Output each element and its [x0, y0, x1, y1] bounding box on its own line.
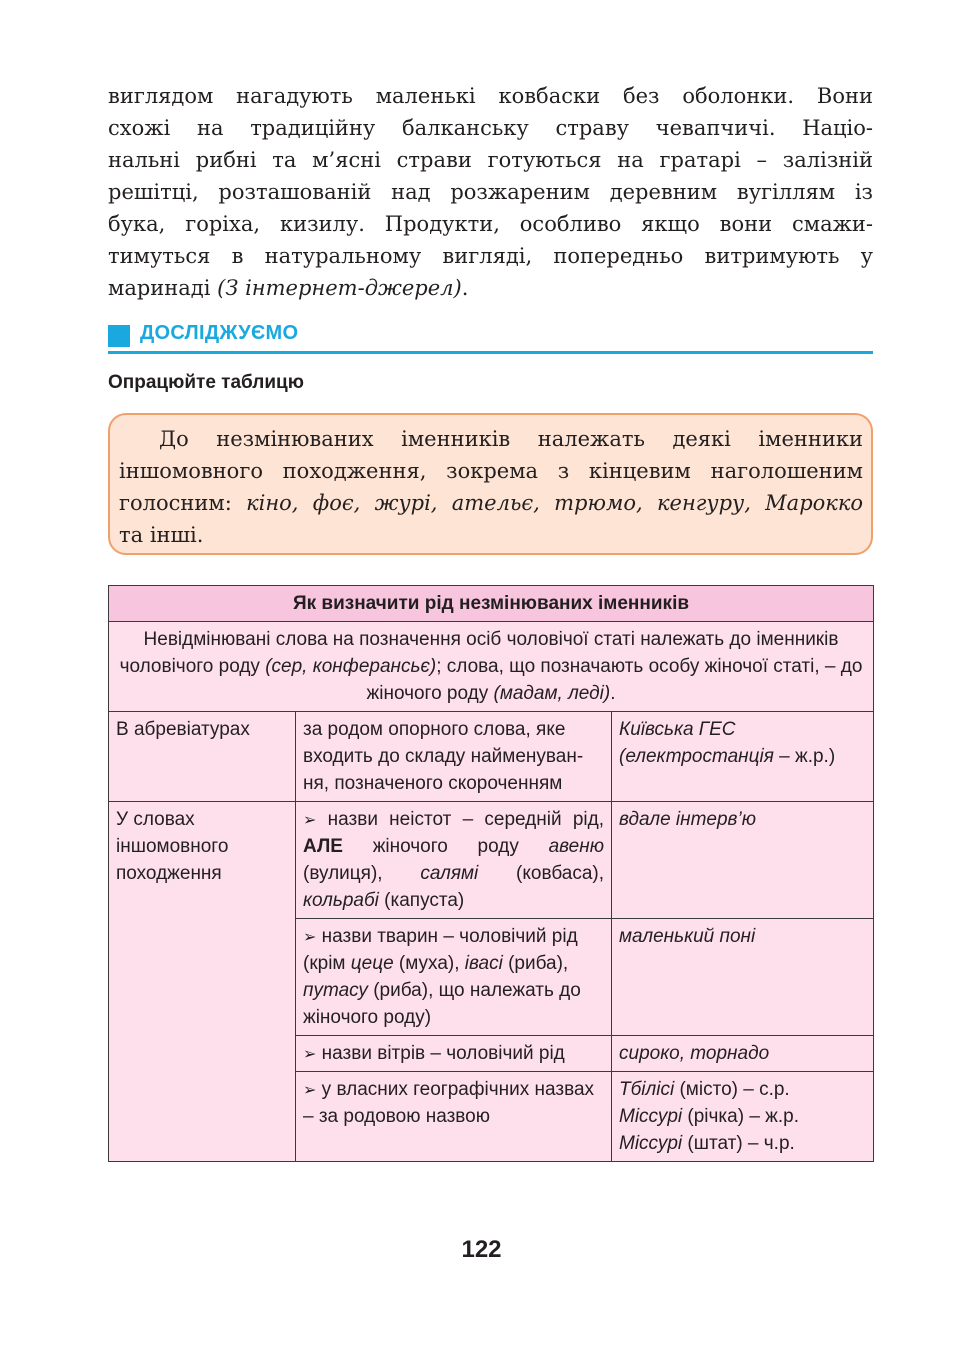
abbr-example	[612, 712, 874, 802]
intro-line: виглядом нагадують маленькі ковбаски без оболонки. Вони	[108, 84, 873, 108]
geo-name: Міссурі	[619, 1133, 683, 1154]
table-header: Як визначити рід незмінюваних іменників	[109, 586, 874, 622]
rule-line	[119, 487, 863, 519]
rule-text: (риба),	[502, 953, 569, 974]
abbr-example-text: (електростанція	[619, 746, 774, 767]
foreign-example-nonliving: вдале інтерв’ю	[612, 802, 874, 919]
rule-example: авеню	[548, 836, 604, 857]
section-title: ДОСЛІДЖУЄМО	[140, 322, 299, 344]
rule-example: івасі	[464, 953, 503, 974]
intro-dot: .	[461, 276, 469, 300]
rule-text: (муха),	[393, 953, 465, 974]
intro-line: решітці, розташованій над розжареним деревним вугіллям із	[108, 180, 873, 204]
section-square-icon	[108, 325, 130, 347]
geo-gender: (місто) – с.р.	[674, 1079, 790, 1100]
intro-last-line	[108, 272, 873, 304]
intro-line: бука, горіха, кизилу. Продукти, особливо якщо вони смажи-	[108, 212, 873, 236]
foreign-rule-animals	[296, 919, 612, 1036]
table-row	[109, 622, 874, 712]
geo-gender: (річка) – ж.р.	[682, 1106, 800, 1127]
rule-examples: кіно, фоє, журі, ательє, трюмо, кенгуру, Марокко	[246, 491, 863, 515]
gender-table	[108, 585, 874, 1162]
rule-text: назви неістот – середній рід,	[316, 809, 604, 830]
foreign-rule-winds	[296, 1036, 612, 1072]
intro-last-text: маринаді	[108, 276, 218, 300]
intro-paragraph	[108, 80, 873, 304]
task-title: Опрацюйте таблицю	[108, 372, 304, 393]
rule-text: (ковбаса),	[478, 863, 605, 884]
rule-text: (капуста)	[378, 890, 465, 911]
intro-source: (З інтернет-джерел)	[217, 276, 462, 300]
rule-text: у власних географічних назвах – за родовою назвою	[303, 1079, 595, 1127]
table-header-row	[109, 586, 874, 622]
page-number: 122	[461, 1236, 502, 1263]
rule-text: (риба), що належать до жіночого роду)	[303, 980, 581, 1028]
table-row	[109, 802, 874, 919]
intro-line: схожі на традиційну балканську страву чевапчичі. Націо-	[108, 116, 873, 140]
rule-example: кольрабі	[303, 890, 379, 911]
arrow-icon: ➢	[303, 1080, 317, 1099]
geo-name: Міссурі	[619, 1106, 683, 1127]
intro-line: тимуться в натуральному вигляді, попередньо витримують у	[108, 244, 873, 268]
foreign-example-animals: маленький поні	[612, 919, 874, 1036]
persons-text: Невідмінювані слова на позначення осіб чоловічої статі належать до іменників чоловічого роду	[119, 629, 839, 677]
arrow-icon: ➢	[303, 1044, 317, 1063]
rule-example: цеце	[350, 953, 394, 974]
geo-name: Тбілісі	[619, 1079, 675, 1100]
rule-text: жіночого роду	[342, 836, 549, 857]
section-header	[108, 320, 873, 354]
intro-line: нальні рибні та м’ясні страви готуються на гратарі – залізній	[108, 148, 873, 172]
rule-line-prefix: голосним:	[119, 491, 247, 515]
persons-example: (мадам, леді)	[493, 683, 611, 704]
foreign-label: У словах іншомовного походження	[109, 802, 296, 1162]
rule-text: (вулиця),	[303, 863, 421, 884]
abbr-rule: за родом опорного слова, яке входить до складу найменуван-ня, позначеного скороченням	[296, 712, 612, 802]
abbr-example-text: – ж.р.)	[773, 746, 836, 767]
foreign-rule-nonliving	[296, 802, 612, 919]
persons-text: .	[610, 683, 616, 704]
rule-box	[108, 413, 873, 555]
rule-emphasis: АЛЕ	[303, 836, 343, 857]
persons-cell	[109, 622, 874, 712]
persons-example: (сер, конферансьє)	[265, 656, 437, 677]
rule-line: іншомовного походження, зокрема з кінцевим наголошеним	[119, 459, 863, 483]
abbr-label: В абревіатурах	[109, 712, 296, 802]
rule-text: назви вітрів – чоловічий рід	[316, 1043, 565, 1064]
arrow-icon: ➢	[303, 927, 317, 946]
table-row	[109, 712, 874, 802]
persons-text: ; слова, що позначають особу жіночої статі, – до жіночого роду	[366, 656, 863, 704]
rule-example: салямі	[420, 863, 479, 884]
rule-line: До незмінюваних іменників належать деякі іменники	[159, 427, 863, 451]
foreign-example-winds: сироко, торнадо	[612, 1036, 874, 1072]
foreign-example-geo	[612, 1072, 874, 1162]
foreign-rule-geo	[296, 1072, 612, 1162]
rule-example: путасу	[303, 980, 368, 1001]
rule-line: та інші.	[119, 523, 204, 547]
geo-gender: (штат) – ч.р.	[682, 1133, 795, 1154]
arrow-icon: ➢	[303, 810, 317, 829]
abbr-example-text: Київська ГЕС	[619, 719, 736, 740]
rule-text: назви тварин – чоловічий рід (крім	[303, 926, 578, 974]
